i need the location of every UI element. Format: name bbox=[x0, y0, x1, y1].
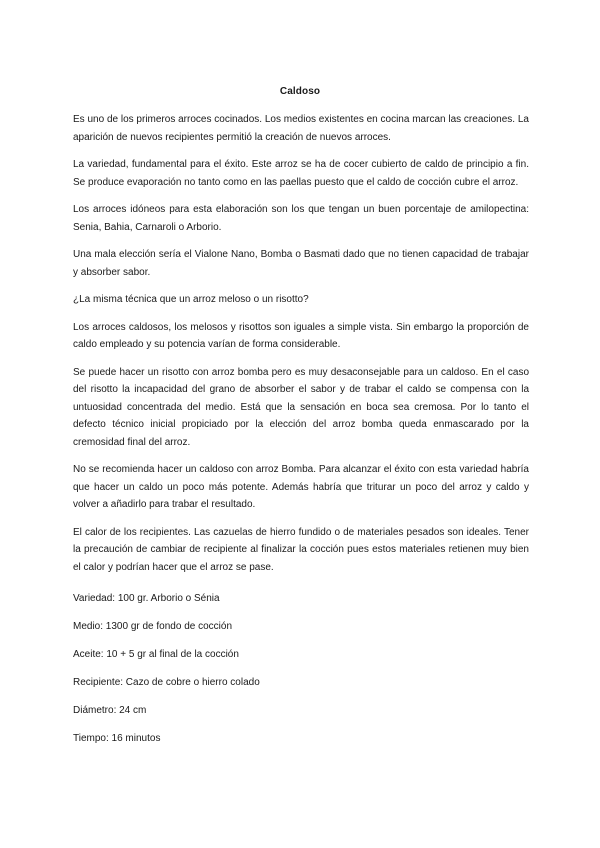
paragraph-intro: Es uno de los primeros arroces cocinados. Los medios existentes en cocina marcan las creaciones. La aparición de nuevos recipientes permitió la creación de nuevos arroces. bbox=[73, 114, 529, 143]
specs-list bbox=[73, 590, 529, 758]
spec-medio: Medio: 1300 gr de fondo de cocción bbox=[73, 621, 232, 632]
paragraph-risotto-bomba: Se puede hacer un risotto con arroz bomba pero es muy desaconsejable para un caldoso. En el caso del risotto la incapacidad del grano de absorber el sabor y de trabar el caldo se compensa con la untuosidad concentrada del medio. Está que la sensación en boca sea cremosa. Por lo tanto el defecto técnico inicial propiciado por la elección del arroz bomba queda enmascarado por la cremosidad final del arroz. bbox=[73, 366, 529, 448]
paragraph-variety: La variedad, fundamental para el éxito. Este arroz se ha de cocer cubierto de caldo de principio a fin. Se produce evaporación no tanto como en las paellas puesto que el caldo de cocción cubre el arroz. bbox=[73, 159, 529, 188]
paragraph-comparison: Los arroces caldosos, los melosos y risottos son iguales a simple vista. Sin embargo la proporción de caldo empleado y su potencia varían de forma considerable. bbox=[73, 321, 529, 350]
document-body bbox=[73, 111, 529, 586]
paragraph-caldoso-bomba: No se recomienda hacer un caldoso con arroz Bomba. Para alcanzar el éxito con esta variedad habría que hacer un caldo un poco más potente. Además habría que triturar un poco del arroz y caldo y volver a añadirlo para trabar el resultado. bbox=[73, 464, 529, 510]
paragraph-bad-choice: Una mala elección sería el Vialone Nano, Bomba o Basmati dado que no tienen capacidad de trabajar y absorber sabor. bbox=[73, 249, 529, 278]
paragraph-ideal-rice: Los arroces idóneos para esta elaboración son los que tengan un buen porcentaje de amilopectina: Senia, Bahia, Carnaroli o Arborio. bbox=[73, 204, 529, 233]
paragraph-containers: El calor de los recipientes. Las cazuelas de hierro fundido o de materiales pesados son ideales. Tener la precaución de cambiar de recipiente al finalizar la cocción pues estos materiales retienen muy bien el calor y podrían hacer que el arroz se pase. bbox=[73, 526, 529, 573]
spec-diametro: Diámetro: 24 cm bbox=[73, 705, 147, 716]
document-title: Caldoso bbox=[279, 86, 321, 97]
spec-aceite: Aceite: 10 + 5 gr al final de la cocción bbox=[73, 649, 239, 660]
spec-variedad: Variedad: 100 gr. Arborio o Sénia bbox=[73, 593, 220, 604]
spec-recipiente: Recipiente: Cazo de cobre o hierro colado bbox=[73, 677, 260, 688]
paragraph-question: ¿La misma técnica que un arroz meloso o un risotto? bbox=[73, 294, 309, 305]
spec-tiempo: Tiempo: 16 minutos bbox=[73, 733, 161, 744]
